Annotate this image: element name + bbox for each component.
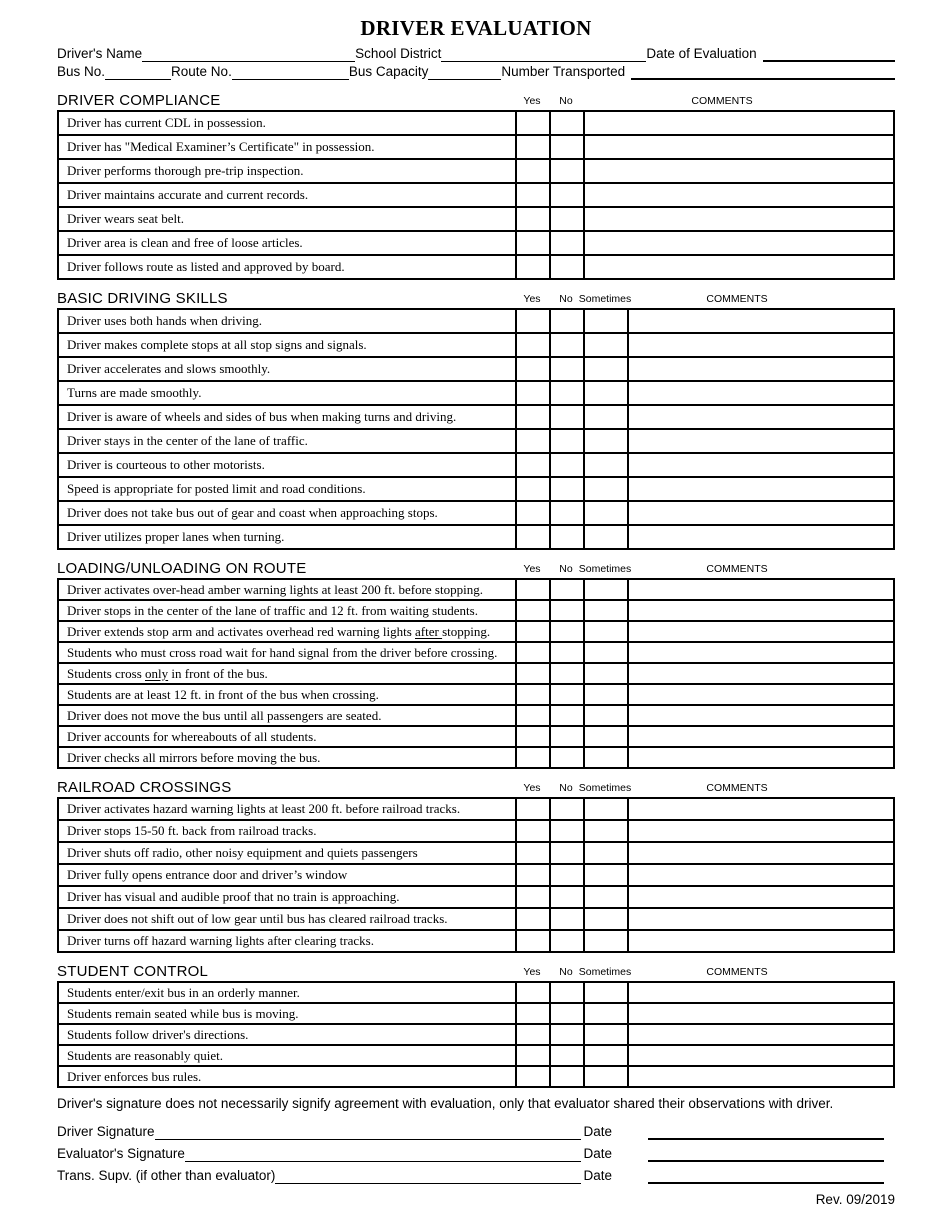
- yes-checkbox-cell[interactable]: [516, 111, 550, 135]
- table-row: [58, 381, 894, 405]
- sometimes-checkbox-cell[interactable]: [584, 501, 628, 525]
- trans-supv-date-line[interactable]: [648, 1168, 884, 1184]
- comments-column-label: COMMENTS: [706, 782, 768, 794]
- comments-cell[interactable]: [628, 642, 894, 663]
- checklist-table: [57, 981, 895, 1088]
- date-of-evaluation-label: Date of Evaluation: [646, 46, 757, 61]
- statement-cell: Driver does not shift out of low gear until bus has cleared railroad tracks.: [58, 908, 516, 930]
- statement-cell: Driver stops 15-50 ft. back from railroad tracks.: [58, 820, 516, 842]
- yes-checkbox-cell[interactable]: [516, 231, 550, 255]
- comments-cell[interactable]: [628, 333, 894, 357]
- checklist-table: [57, 578, 895, 769]
- comments-cell[interactable]: [584, 207, 894, 231]
- comments-cell[interactable]: [628, 453, 894, 477]
- table-row: [58, 453, 894, 477]
- yes-checkbox-cell[interactable]: [516, 1024, 550, 1045]
- bus-capacity-line[interactable]: [428, 65, 501, 80]
- statement-cell: Students enter/exit bus in an orderly manner.: [58, 982, 516, 1003]
- yes-checkbox-cell[interactable]: [516, 600, 550, 621]
- table-row: [58, 477, 894, 501]
- sometimes-checkbox-cell[interactable]: [584, 357, 628, 381]
- trans-supv-label: Trans. Supv. (if other than evaluator): [57, 1168, 276, 1183]
- sometimes-checkbox-cell[interactable]: [584, 1045, 628, 1066]
- statement-cell: Driver enforces bus rules.: [58, 1066, 516, 1087]
- table-row: [58, 231, 894, 255]
- statement-cell: Driver area is clean and free of loose articles.: [58, 231, 516, 255]
- statement-cell: Students are reasonably quiet.: [58, 1045, 516, 1066]
- comments-cell[interactable]: [628, 1003, 894, 1024]
- sometimes-checkbox-cell[interactable]: [584, 663, 628, 684]
- table-row: [58, 908, 894, 930]
- table-row: [58, 159, 894, 183]
- comments-cell[interactable]: [584, 135, 894, 159]
- comments-cell[interactable]: [628, 357, 894, 381]
- statement-cell: Driver accounts for whereabouts of all students.: [58, 726, 516, 747]
- yes-checkbox-cell[interactable]: [516, 255, 550, 279]
- yes-checkbox-cell[interactable]: [516, 1003, 550, 1024]
- no-checkbox-cell[interactable]: [550, 982, 584, 1003]
- yes-checkbox-cell[interactable]: [516, 579, 550, 600]
- table-row: [58, 1024, 894, 1045]
- statement-cell: Driver has visual and audible proof that no train is approaching.: [58, 886, 516, 908]
- table-row: [58, 726, 894, 747]
- statement-cell: Driver maintains accurate and current records.: [58, 183, 516, 207]
- no-checkbox-cell[interactable]: [550, 798, 584, 820]
- evaluator-date-label: Date: [583, 1146, 612, 1161]
- no-checkbox-cell[interactable]: [550, 864, 584, 886]
- number-transported-label: Number Transported: [501, 64, 626, 79]
- section-title: BASIC DRIVING SKILLS: [57, 290, 228, 307]
- no-checkbox-cell[interactable]: [550, 183, 584, 207]
- section-header: [57, 286, 895, 308]
- route-no-line[interactable]: [232, 65, 349, 80]
- yes-checkbox-cell[interactable]: [516, 726, 550, 747]
- yes-checkbox-cell[interactable]: [516, 183, 550, 207]
- sometimes-checkbox-cell[interactable]: [584, 1003, 628, 1024]
- table-row: [58, 135, 894, 159]
- no-column-label: No: [559, 95, 573, 107]
- table-row: [58, 600, 894, 621]
- statement-cell: Driver has "Medical Examiner’s Certificate" in possession.: [58, 135, 516, 159]
- section-title: DRIVER COMPLIANCE: [57, 92, 221, 109]
- section-header: [57, 959, 895, 981]
- comments-cell[interactable]: [584, 255, 894, 279]
- sometimes-checkbox-cell[interactable]: [584, 600, 628, 621]
- table-row: [58, 982, 894, 1003]
- sometimes-checkbox-cell[interactable]: [584, 309, 628, 333]
- yes-checkbox-cell[interactable]: [516, 525, 550, 549]
- sometimes-checkbox-cell[interactable]: [584, 477, 628, 501]
- no-checkbox-cell[interactable]: [550, 820, 584, 842]
- yes-checkbox-cell[interactable]: [516, 663, 550, 684]
- evaluator-signature-label: Evaluator's Signature: [57, 1146, 185, 1161]
- sometimes-checkbox-cell[interactable]: [584, 684, 628, 705]
- table-row: [58, 705, 894, 726]
- sometimes-checkbox-cell[interactable]: [584, 820, 628, 842]
- statement-cell: Driver stays in the center of the lane of traffic.: [58, 429, 516, 453]
- table-row: [58, 309, 894, 333]
- route-no-label: Route No.: [171, 64, 232, 79]
- yes-checkbox-cell[interactable]: [516, 684, 550, 705]
- table-row: [58, 684, 894, 705]
- statement-cell: Driver turns off hazard warning lights after clearing tracks.: [58, 930, 516, 952]
- statement-cell: Driver activates hazard warning lights at least 200 ft. before railroad tracks.: [58, 798, 516, 820]
- sometimes-checkbox-cell[interactable]: [584, 621, 628, 642]
- no-checkbox-cell[interactable]: [550, 453, 584, 477]
- yes-checkbox-cell[interactable]: [516, 381, 550, 405]
- section-title: STUDENT CONTROL: [57, 963, 209, 980]
- evaluator-date-line[interactable]: [648, 1146, 884, 1162]
- yes-checkbox-cell[interactable]: [516, 429, 550, 453]
- date-of-evaluation-line[interactable]: [763, 47, 895, 62]
- sections: [57, 88, 895, 1088]
- comments-column-label: COMMENTS: [691, 95, 753, 107]
- comments-cell[interactable]: [628, 501, 894, 525]
- sometimes-column-label: Sometimes: [578, 563, 632, 575]
- statement-cell: Driver is aware of wheels and sides of bus when making turns and driving.: [58, 405, 516, 429]
- driver-signature-label: Driver Signature: [57, 1124, 155, 1139]
- no-checkbox-cell[interactable]: [550, 111, 584, 135]
- statement-cell: Students are at least 12 ft. in front of the bus when crossing.: [58, 684, 516, 705]
- comments-cell[interactable]: [628, 908, 894, 930]
- no-checkbox-cell[interactable]: [550, 159, 584, 183]
- table-row: [58, 579, 894, 600]
- driver-signature-line[interactable]: [155, 1124, 582, 1140]
- no-checkbox-cell[interactable]: [550, 309, 584, 333]
- table-row: [58, 183, 894, 207]
- trans-supv-signature-line[interactable]: [275, 1168, 581, 1184]
- school-district-label: School District: [355, 46, 442, 61]
- no-checkbox-cell[interactable]: [550, 477, 584, 501]
- comments-cell[interactable]: [628, 864, 894, 886]
- yes-checkbox-cell[interactable]: [516, 820, 550, 842]
- comments-cell[interactable]: [628, 982, 894, 1003]
- drivers-name-line[interactable]: [142, 47, 355, 62]
- comments-cell[interactable]: [628, 525, 894, 549]
- no-checkbox-cell[interactable]: [550, 842, 584, 864]
- comments-cell[interactable]: [628, 842, 894, 864]
- sometimes-checkbox-cell[interactable]: [584, 842, 628, 864]
- yes-column-label: Yes: [523, 782, 541, 794]
- table-row: [58, 357, 894, 381]
- no-checkbox-cell[interactable]: [550, 1003, 584, 1024]
- statement-cell: Driver accelerates and slows smoothly.: [58, 357, 516, 381]
- statement-cell: Driver extends stop arm and activates overhead red warning lights after stopping.: [58, 621, 516, 642]
- table-row: [58, 255, 894, 279]
- yes-checkbox-cell[interactable]: [516, 333, 550, 357]
- yes-checkbox-cell[interactable]: [516, 1066, 550, 1087]
- comments-cell[interactable]: [584, 111, 894, 135]
- table-row: [58, 621, 894, 642]
- yes-checkbox-cell[interactable]: [516, 798, 550, 820]
- drivers-name-label: Driver's Name: [57, 46, 143, 61]
- no-checkbox-cell[interactable]: [550, 1066, 584, 1087]
- no-checkbox-cell[interactable]: [550, 663, 584, 684]
- no-column-label: No: [559, 966, 573, 978]
- statement-cell: Driver follows route as listed and approved by board.: [58, 255, 516, 279]
- comments-cell[interactable]: [628, 600, 894, 621]
- comments-cell[interactable]: [628, 405, 894, 429]
- table-row: [58, 405, 894, 429]
- comments-column-label: COMMENTS: [706, 563, 768, 575]
- number-transported-line[interactable]: [631, 65, 895, 80]
- sometimes-checkbox-cell[interactable]: [584, 453, 628, 477]
- no-checkbox-cell[interactable]: [550, 600, 584, 621]
- statement-cell: Driver performs thorough pre-trip inspection.: [58, 159, 516, 183]
- checklist-table: [57, 797, 895, 953]
- comments-cell[interactable]: [628, 726, 894, 747]
- sometimes-checkbox-cell[interactable]: [584, 405, 628, 429]
- comments-cell[interactable]: [584, 183, 894, 207]
- header-fields-row-1: [57, 44, 895, 62]
- yes-checkbox-cell[interactable]: [516, 642, 550, 663]
- sometimes-checkbox-cell[interactable]: [584, 908, 628, 930]
- statement-cell: Driver uses both hands when driving.: [58, 309, 516, 333]
- comments-cell[interactable]: [628, 684, 894, 705]
- no-checkbox-cell[interactable]: [550, 930, 584, 952]
- yes-checkbox-cell[interactable]: [516, 842, 550, 864]
- no-checkbox-cell[interactable]: [550, 405, 584, 429]
- bus-capacity-label: Bus Capacity: [348, 64, 429, 79]
- sometimes-checkbox-cell[interactable]: [584, 864, 628, 886]
- sometimes-checkbox-cell[interactable]: [584, 579, 628, 600]
- sometimes-column-label: Sometimes: [578, 966, 632, 978]
- statement-cell: Driver is courteous to other motorists.: [58, 453, 516, 477]
- comments-cell[interactable]: [628, 1045, 894, 1066]
- yes-column-label: Yes: [523, 563, 541, 575]
- yes-checkbox-cell[interactable]: [516, 135, 550, 159]
- statement-cell: Turns are made smoothly.: [58, 381, 516, 405]
- yes-checkbox-cell[interactable]: [516, 309, 550, 333]
- no-checkbox-cell[interactable]: [550, 429, 584, 453]
- statement-cell: Students cross only in front of the bus.: [58, 663, 516, 684]
- no-column-label: No: [559, 782, 573, 794]
- no-checkbox-cell[interactable]: [550, 621, 584, 642]
- sometimes-checkbox-cell[interactable]: [584, 1066, 628, 1087]
- no-checkbox-cell[interactable]: [550, 642, 584, 663]
- bus-no-line[interactable]: [105, 65, 171, 80]
- sometimes-checkbox-cell[interactable]: [584, 930, 628, 952]
- comments-cell[interactable]: [628, 663, 894, 684]
- section-title: LOADING/UNLOADING ON ROUTE: [57, 560, 307, 577]
- no-checkbox-cell[interactable]: [550, 579, 584, 600]
- comments-cell[interactable]: [628, 579, 894, 600]
- bus-no-label: Bus No.: [57, 64, 106, 79]
- sometimes-checkbox-cell[interactable]: [584, 982, 628, 1003]
- table-row: [58, 842, 894, 864]
- statement-cell: Driver activates over-head amber warning lights at least 200 ft. before stopping.: [58, 579, 516, 600]
- statement-cell: Students who must cross road wait for hand signal from the driver before crossing.: [58, 642, 516, 663]
- yes-checkbox-cell[interactable]: [516, 864, 550, 886]
- section-header: [57, 556, 895, 578]
- statement-cell: Students remain seated while bus is moving.: [58, 1003, 516, 1024]
- statement-cell: Driver wears seat belt.: [58, 207, 516, 231]
- comments-column-label: COMMENTS: [706, 293, 768, 305]
- table-row: [58, 747, 894, 768]
- table-row: [58, 1003, 894, 1024]
- table-row: [58, 864, 894, 886]
- driver-date-line[interactable]: [648, 1124, 884, 1140]
- table-row: [58, 642, 894, 663]
- no-checkbox-cell[interactable]: [550, 381, 584, 405]
- no-checkbox-cell[interactable]: [550, 908, 584, 930]
- yes-checkbox-cell[interactable]: [516, 159, 550, 183]
- comments-cell[interactable]: [628, 1024, 894, 1045]
- trans-supv-signature-row: [57, 1162, 895, 1184]
- table-row: [58, 886, 894, 908]
- sometimes-checkbox-cell[interactable]: [584, 429, 628, 453]
- comments-cell[interactable]: [584, 231, 894, 255]
- no-checkbox-cell[interactable]: [550, 747, 584, 768]
- table-row: [58, 111, 894, 135]
- comments-cell[interactable]: [628, 886, 894, 908]
- statement-cell: Driver utilizes proper lanes when turning.: [58, 525, 516, 549]
- revision-label: Rev. 09/2019: [815, 1192, 895, 1207]
- trans-supv-date-label: Date: [583, 1168, 612, 1183]
- comments-cell[interactable]: [628, 309, 894, 333]
- comments-cell[interactable]: [628, 820, 894, 842]
- sometimes-checkbox-cell[interactable]: [584, 798, 628, 820]
- yes-checkbox-cell[interactable]: [516, 501, 550, 525]
- comments-cell[interactable]: [628, 1066, 894, 1087]
- table-row: [58, 663, 894, 684]
- statement-cell: Driver does not take bus out of gear and coast when approaching stops.: [58, 501, 516, 525]
- no-column-label: No: [559, 563, 573, 575]
- sometimes-checkbox-cell[interactable]: [584, 381, 628, 405]
- comments-cell[interactable]: [628, 621, 894, 642]
- table-row: [58, 501, 894, 525]
- sometimes-checkbox-cell[interactable]: [584, 886, 628, 908]
- yes-checkbox-cell[interactable]: [516, 1045, 550, 1066]
- comments-column-label: COMMENTS: [706, 966, 768, 978]
- table-row: [58, 429, 894, 453]
- driver-signature-row: [57, 1118, 895, 1140]
- school-district-line[interactable]: [441, 47, 646, 62]
- yes-checkbox-cell[interactable]: [516, 886, 550, 908]
- sometimes-checkbox-cell[interactable]: [584, 333, 628, 357]
- comments-cell[interactable]: [628, 477, 894, 501]
- no-checkbox-cell[interactable]: [550, 525, 584, 549]
- yes-checkbox-cell[interactable]: [516, 621, 550, 642]
- sometimes-checkbox-cell[interactable]: [584, 642, 628, 663]
- yes-column-label: Yes: [523, 95, 541, 107]
- no-checkbox-cell[interactable]: [550, 333, 584, 357]
- no-checkbox-cell[interactable]: [550, 1045, 584, 1066]
- section-header: [57, 775, 895, 797]
- yes-checkbox-cell[interactable]: [516, 908, 550, 930]
- driver-date-label: Date: [583, 1124, 612, 1139]
- statement-cell: Driver checks all mirrors before moving the bus.: [58, 747, 516, 768]
- no-checkbox-cell[interactable]: [550, 135, 584, 159]
- sometimes-column-label: Sometimes: [578, 293, 632, 305]
- statement-cell: Students follow driver's directions.: [58, 1024, 516, 1045]
- no-column-label: No: [559, 293, 573, 305]
- section-header: [57, 88, 895, 110]
- yes-column-label: Yes: [523, 293, 541, 305]
- sometimes-checkbox-cell[interactable]: [584, 747, 628, 768]
- statement-cell: Speed is appropriate for posted limit and road conditions.: [58, 477, 516, 501]
- yes-checkbox-cell[interactable]: [516, 207, 550, 231]
- no-checkbox-cell[interactable]: [550, 357, 584, 381]
- section-title: RAILROAD CROSSINGS: [57, 779, 232, 796]
- comments-cell[interactable]: [628, 798, 894, 820]
- comments-cell[interactable]: [628, 381, 894, 405]
- sometimes-checkbox-cell[interactable]: [584, 525, 628, 549]
- header-fields-row-2: [57, 62, 895, 80]
- statement-cell: Driver has current CDL in possession.: [58, 111, 516, 135]
- yes-checkbox-cell[interactable]: [516, 453, 550, 477]
- sometimes-column-label: Sometimes: [578, 782, 632, 794]
- no-checkbox-cell[interactable]: [550, 684, 584, 705]
- statement-cell: Driver stops in the center of the lane of traffic and 12 ft. from waiting students.: [58, 600, 516, 621]
- table-row: [58, 207, 894, 231]
- yes-checkbox-cell[interactable]: [516, 930, 550, 952]
- no-checkbox-cell[interactable]: [550, 231, 584, 255]
- table-row: [58, 525, 894, 549]
- evaluator-signature-row: [57, 1140, 895, 1162]
- comments-cell[interactable]: [628, 429, 894, 453]
- yes-checkbox-cell[interactable]: [516, 477, 550, 501]
- no-checkbox-cell[interactable]: [550, 726, 584, 747]
- statement-cell: Driver fully opens entrance door and driver’s window: [58, 864, 516, 886]
- no-checkbox-cell[interactable]: [550, 501, 584, 525]
- page-title: DRIVER EVALUATION: [360, 16, 592, 40]
- no-checkbox-cell[interactable]: [550, 886, 584, 908]
- comments-cell[interactable]: [628, 747, 894, 768]
- yes-checkbox-cell[interactable]: [516, 705, 550, 726]
- statement-cell: Driver shuts off radio, other noisy equipment and quiets passengers: [58, 842, 516, 864]
- sometimes-checkbox-cell[interactable]: [584, 1024, 628, 1045]
- comments-cell[interactable]: [584, 159, 894, 183]
- table-row: [58, 798, 894, 820]
- sometimes-checkbox-cell[interactable]: [584, 705, 628, 726]
- evaluator-signature-line[interactable]: [185, 1146, 582, 1162]
- statement-cell: Driver does not move the bus until all passengers are seated.: [58, 705, 516, 726]
- table-row: [58, 333, 894, 357]
- sometimes-checkbox-cell[interactable]: [584, 726, 628, 747]
- table-row: [58, 1045, 894, 1066]
- no-checkbox-cell[interactable]: [550, 255, 584, 279]
- statement-cell: Driver makes complete stops at all stop signs and signals.: [58, 333, 516, 357]
- comments-cell[interactable]: [628, 930, 894, 952]
- checklist-table: [57, 110, 895, 280]
- no-checkbox-cell[interactable]: [550, 705, 584, 726]
- table-row: [58, 820, 894, 842]
- table-row: [58, 930, 894, 952]
- yes-column-label: Yes: [523, 966, 541, 978]
- no-checkbox-cell[interactable]: [550, 207, 584, 231]
- comments-cell[interactable]: [628, 705, 894, 726]
- table-row: [58, 1066, 894, 1087]
- yes-checkbox-cell[interactable]: [516, 405, 550, 429]
- yes-checkbox-cell[interactable]: [516, 747, 550, 768]
- checklist-table: [57, 308, 895, 550]
- yes-checkbox-cell[interactable]: [516, 357, 550, 381]
- no-checkbox-cell[interactable]: [550, 1024, 584, 1045]
- yes-checkbox-cell[interactable]: [516, 982, 550, 1003]
- signature-note: Driver's signature does not necessarily signify agreement with evaluation, only that evaluator shared their observations with driver.: [57, 1096, 834, 1111]
